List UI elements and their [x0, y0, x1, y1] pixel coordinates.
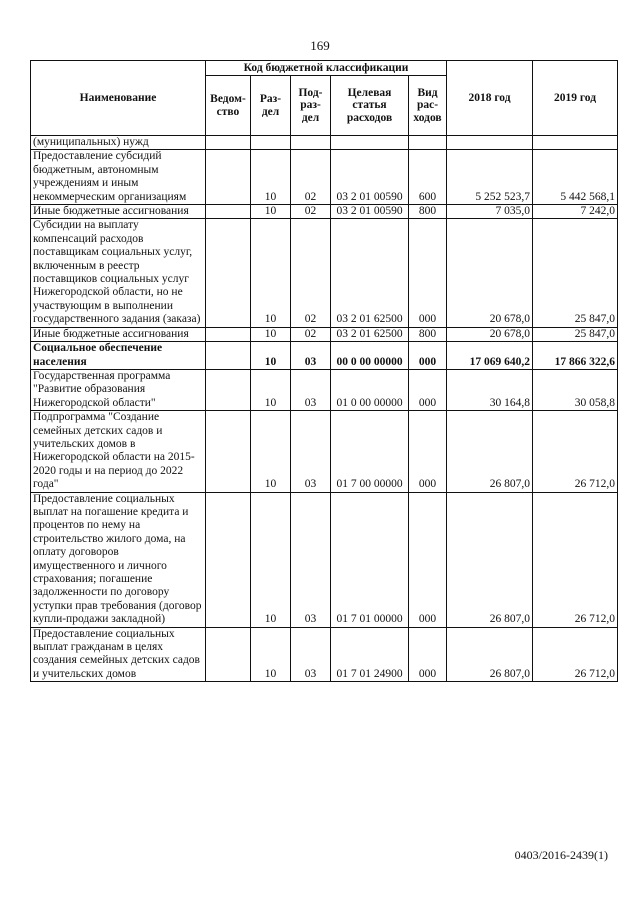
- cell-2019: 26 712,0: [533, 411, 618, 492]
- cell-subsection: 02: [291, 205, 331, 219]
- cell-target: 01 7 01 24900: [331, 627, 409, 682]
- cell-type: 800: [409, 327, 447, 341]
- table-row: [31, 492, 618, 627]
- cell-target: 01 7 01 00000: [331, 492, 409, 627]
- cell-type: [409, 136, 447, 150]
- table-row: [31, 627, 618, 682]
- cell-name: Предоставление социальных выплат на погашение кредита и процентов по нему на строительство жилого дома, на оплату договоров имущественного и личного страхования; погашение задолженности по договору уступки прав требования (договор купли-продажи закладной): [31, 492, 206, 627]
- cell-subsection: [291, 136, 331, 150]
- cell-type: 000: [409, 369, 447, 410]
- cell-section: [251, 136, 291, 150]
- header-section: Раз-дел: [251, 76, 291, 136]
- cell-2019: 25 847,0: [533, 219, 618, 327]
- header-name: Наименование: [31, 61, 206, 136]
- cell-section: 10: [251, 327, 291, 341]
- cell-section: 10: [251, 627, 291, 682]
- cell-2019: 26 712,0: [533, 627, 618, 682]
- cell-dept: [206, 492, 251, 627]
- cell-target: 03 2 01 00590: [331, 205, 409, 219]
- cell-section: 10: [251, 342, 291, 370]
- cell-subsection: 02: [291, 219, 331, 327]
- page-number: 169: [310, 38, 330, 53]
- table-row: [31, 342, 618, 370]
- cell-dept: [206, 205, 251, 219]
- cell-type: 000: [409, 411, 447, 492]
- cell-type: 000: [409, 219, 447, 327]
- cell-target: 01 7 00 00000: [331, 411, 409, 492]
- cell-2018: 20 678,0: [447, 219, 533, 327]
- cell-2019: 25 847,0: [533, 327, 618, 341]
- cell-2018: 17 069 640,2: [447, 342, 533, 370]
- cell-target: 03 2 01 00590: [331, 150, 409, 205]
- cell-2019: 30 058,8: [533, 369, 618, 410]
- table-row: [31, 327, 618, 341]
- cell-name: Субсидии на выплату компенсаций расходов поставщикам социальных услуг, включенным в реестр поставщиков социальных услуг Нижегородской области, но не участвующим в выполнении государственного задания (заказа): [31, 219, 206, 327]
- cell-2019: 7 242,0: [533, 205, 618, 219]
- cell-subsection: 03: [291, 411, 331, 492]
- header-2018: 2018 год: [447, 61, 533, 136]
- cell-2018: 7 035,0: [447, 205, 533, 219]
- table-row: [31, 369, 618, 410]
- cell-dept: [206, 219, 251, 327]
- cell-dept: [206, 327, 251, 341]
- cell-type: 000: [409, 492, 447, 627]
- header-classification-group: Код бюджетной классификации: [206, 61, 447, 76]
- cell-dept: [206, 369, 251, 410]
- header-subsection: Под-раз-дел: [291, 76, 331, 136]
- cell-2019: 26 712,0: [533, 492, 618, 627]
- cell-2019: [533, 136, 618, 150]
- cell-target: [331, 136, 409, 150]
- cell-2018: 26 807,0: [447, 627, 533, 682]
- cell-section: 10: [251, 492, 291, 627]
- cell-name: Иные бюджетные ассигнования: [31, 205, 206, 219]
- cell-target: 03 2 01 62500: [331, 327, 409, 341]
- cell-dept: [206, 627, 251, 682]
- cell-dept: [206, 150, 251, 205]
- cell-name: Подпрограмма "Создание семейных детских садов и учительских домов в Нижегородской области на 2015-2020 годы и на период до 2022 года": [31, 411, 206, 492]
- cell-2018: 20 678,0: [447, 327, 533, 341]
- cell-name: (муниципальных) нужд: [31, 136, 206, 150]
- cell-dept: [206, 342, 251, 370]
- cell-dept: [206, 411, 251, 492]
- cell-name: Иные бюджетные ассигнования: [31, 327, 206, 341]
- header-target: Целевая статья расходов: [331, 76, 409, 136]
- cell-subsection: 02: [291, 150, 331, 205]
- cell-2018: 5 252 523,7: [447, 150, 533, 205]
- cell-section: 10: [251, 411, 291, 492]
- cell-2018: 26 807,0: [447, 411, 533, 492]
- cell-subsection: 03: [291, 369, 331, 410]
- cell-subsection: 03: [291, 492, 331, 627]
- cell-name: Предоставление субсидий бюджетным, автономным учреждениям и иным некоммерческим организациям: [31, 150, 206, 205]
- header-2019: 2019 год: [533, 61, 618, 136]
- document-code: 0403/2016-2439(1): [514, 848, 608, 862]
- cell-name: Предоставление социальных выплат гражданам в целях создания семейных детских садов и учительских домов: [31, 627, 206, 682]
- cell-type: 000: [409, 342, 447, 370]
- budget-table: [30, 60, 618, 682]
- cell-subsection: 03: [291, 342, 331, 370]
- cell-target: 03 2 01 62500: [331, 219, 409, 327]
- cell-type: 600: [409, 150, 447, 205]
- header-type: Вид рас-ходов: [409, 76, 447, 136]
- table-row: [31, 411, 618, 492]
- cell-type: 800: [409, 205, 447, 219]
- cell-subsection: 03: [291, 627, 331, 682]
- cell-section: 10: [251, 219, 291, 327]
- cell-2018: [447, 136, 533, 150]
- cell-section: 10: [251, 150, 291, 205]
- table-row: [31, 205, 618, 219]
- cell-section: 10: [251, 205, 291, 219]
- header-dept: Ведом-ство: [206, 76, 251, 136]
- table-row: [31, 219, 618, 327]
- cell-dept: [206, 136, 251, 150]
- cell-2019: 5 442 568,1: [533, 150, 618, 205]
- table-row: [31, 136, 618, 150]
- table-row: [31, 150, 618, 205]
- cell-2019: 17 866 322,6: [533, 342, 618, 370]
- cell-target: 01 0 00 00000: [331, 369, 409, 410]
- cell-2018: 26 807,0: [447, 492, 533, 627]
- cell-name: Государственная программа "Развитие образования Нижегородской области": [31, 369, 206, 410]
- cell-subsection: 02: [291, 327, 331, 341]
- cell-name: Социальное обеспечение населения: [31, 342, 206, 370]
- cell-2018: 30 164,8: [447, 369, 533, 410]
- cell-section: 10: [251, 369, 291, 410]
- cell-target: 00 0 00 00000: [331, 342, 409, 370]
- cell-type: 000: [409, 627, 447, 682]
